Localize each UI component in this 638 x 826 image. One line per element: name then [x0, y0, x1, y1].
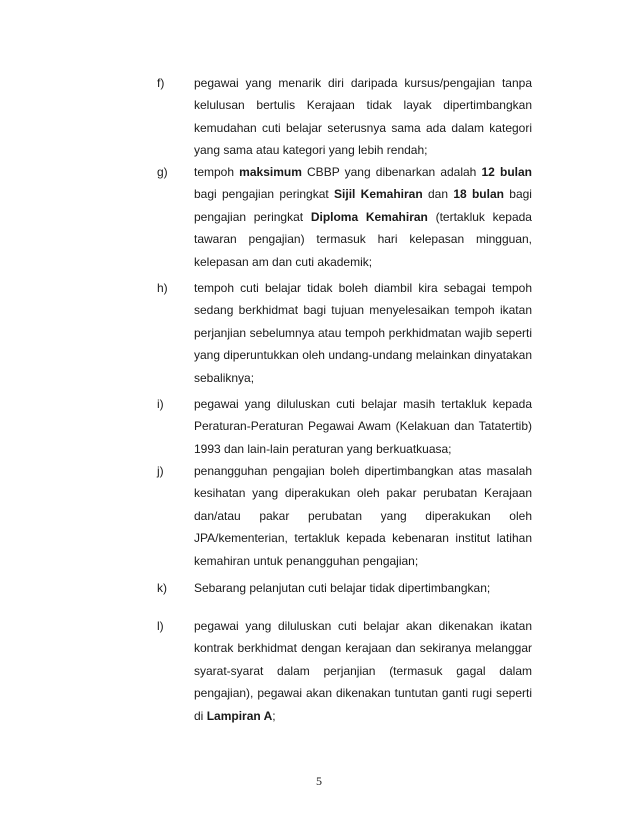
item-marker: g) [157, 165, 168, 179]
item-text [194, 460, 532, 572]
bold-text: 18 bulan [453, 187, 504, 202]
page-number: 5 [316, 774, 322, 788]
item-marker: l) [157, 619, 164, 633]
text-run: pegawai yang menarik diri daripada kursus/pengajian tanpa kelulusan bertulis Kerajaan tidak layak dipertimbangkan kemudahan cuti belajar seterusnya sama ada dalam kategori yang sama atau kategori yang lebih rendah; [194, 76, 532, 158]
text-run: (tertakluk kepada tawaran pengajian) termasuk hari kelepasan mingguan, kelepasan am dan cuti akademik; [194, 209, 532, 269]
item-text [194, 393, 532, 460]
item-text [194, 615, 532, 727]
text-run: bagi pengajian peringkat [194, 187, 335, 202]
text-run: dan [422, 187, 454, 202]
bold-text: Diploma Kemahiran [310, 209, 428, 224]
text-run: penangguhan pengajian boleh dipertimbangkan atas masalah kesihatan yang diperakukan oleh pakar perubatan Kerajaan dan/atau pakar perubatan yang diperakukan oleh JPA/kementerian, tertakluk kepada kebenaran institut latihan kemahiran untuk penangguhan pengajian; [194, 464, 532, 568]
bold-text: Lampiran A [206, 708, 273, 723]
item-text [194, 277, 532, 389]
text-run: pegawai yang diluluskan cuti belajar masih tertakluk kepada Peraturan-Peraturan Pegawai Awam (Kelakuan dan Tatatertib) 1993 dan lain-lain peraturan yang berkuatkuasa; [194, 397, 532, 456]
bold-text: 12 bulan [481, 165, 532, 179]
bold-text: Sijil Kemahiran [334, 187, 423, 202]
text-run: pegawai yang diluluskan cuti belajar akan dikenakan ikatan kontrak berkhidmat dengan kerajaan dan sekiranya melanggar syarat-syarat dalam perjanjian (termasuk gagal dalam pengajian), pegawai akan dikenakan tuntutan ganti rugi seperti di [194, 619, 532, 723]
item-marker: f) [157, 76, 165, 90]
text-run: tempoh cuti belajar tidak boleh diambil kira sebagai tempoh sedang berkhidmat bagi tujuan menyelesaikan tempoh ikatan perjanjian sebelumnya atau tempoh perkhidmatan wajib seperti yang diperuntukkan oleh undang-undang melainkan dinyatakan sebaliknya; [194, 281, 532, 385]
bold-text: maksimum [239, 165, 302, 179]
item-text [194, 72, 532, 162]
item-marker: i) [157, 397, 164, 411]
item-marker: j) [157, 464, 164, 478]
item-text [194, 161, 532, 273]
text-run: CBBP yang dibenarkan adalah [301, 165, 482, 179]
item-marker: h) [157, 281, 168, 295]
item-text [194, 577, 532, 599]
text-run: ; [272, 708, 276, 723]
text-run: bagi pengajian peringkat [194, 187, 532, 224]
item-marker: k) [157, 581, 167, 595]
text-run: Sebarang pelanjutan cuti belajar tidak dipertimbangkan; [194, 581, 491, 595]
text-run: tempoh [194, 165, 240, 179]
